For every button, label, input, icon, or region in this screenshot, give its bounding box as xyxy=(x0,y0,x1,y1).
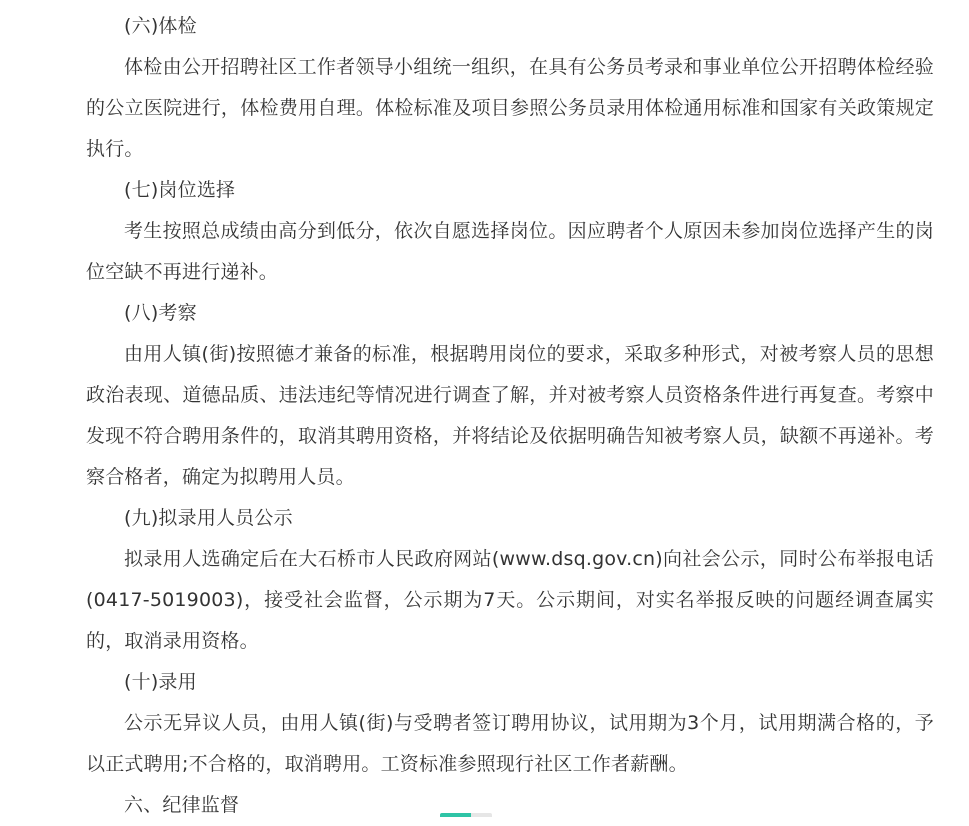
paragraph-physical-exam: 体检由公开招聘社区工作者领导小组统一组织，在具有公务员考录和事业单位公开招聘体检经验的公立医院进行，体检费用自理。体检标准及项目参照公务员录用体检通用标准和国家有关政策规定执行。 xyxy=(86,56,934,160)
heading-publicity: (九)拟录用人员公示 xyxy=(124,507,293,529)
paragraph-inspection: 由用人镇(街)按照德才兼备的标准，根据聘用岗位的要求，采取多种形式，对被考察人员的思想政治表现、道德品质、违法违纪等情况进行调查了解，并对被考察人员资格条件进行再复查。考察中发现不符合聘用条件的，取消其聘用资格，并将结论及依据明确告知被考察人员，缺额不再递补。考察合格者，确定为拟聘用人员。 xyxy=(86,343,934,488)
heading-post-selection: (七)岗位选择 xyxy=(124,179,236,201)
paragraph-employment: 公示无异议人员，由用人镇(街)与受聘者签订聘用协议，试用期为3个月，试用期满合格的，予以正式聘用;不合格的，取消聘用。工资标准参照现行社区工作者薪酬。 xyxy=(86,712,934,775)
heading-employment: (十)录用 xyxy=(124,671,197,693)
article-body xyxy=(86,6,934,826)
paragraph-publicity: 拟录用人选确定后在大石桥市人民政府网站(www.dsq.gov.cn)向社会公示，同时公布举报电话(0417-5019003)，接受社会监督，公示期为7天。公示期间，对实名举报反映的问题经调查属实的，取消录用资格。 xyxy=(86,548,934,652)
heading-physical-exam: (六)体检 xyxy=(124,15,197,37)
paragraph-post-selection: 考生按照总成绩由高分到低分，依次自愿选择岗位。因应聘者个人原因未参加岗位选择产生的岗位空缺不再进行递补。 xyxy=(86,220,934,283)
heading-discipline-supervision: 六、纪律监督 xyxy=(124,794,240,816)
scroll-indicator[interactable] xyxy=(440,813,492,817)
heading-inspection: (八)考察 xyxy=(124,302,197,324)
